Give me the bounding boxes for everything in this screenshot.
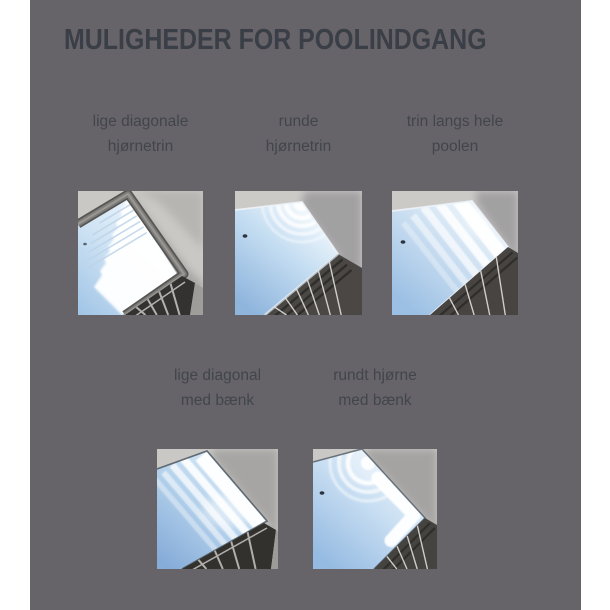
pool-graphic-straight-diagonal-with-bench	[157, 449, 278, 569]
option-label-round-corner-steps	[223, 109, 374, 159]
pool-illustration-round-corner-with-bench	[313, 449, 437, 569]
page-margin-right	[581, 0, 610, 610]
option-label-line: poolen	[431, 138, 479, 155]
option-label-steps-along-whole-pool	[380, 109, 530, 159]
option-label-straight-diagonal-corner-steps	[66, 109, 215, 159]
option-label-straight-diagonal-with-bench	[145, 363, 290, 413]
option-label-line: trin langs hele	[406, 113, 504, 130]
page-margin-left	[0, 0, 30, 610]
option-label-line: lige diagonal	[173, 367, 262, 384]
option-label-line: hjørnetrin	[107, 138, 174, 155]
pool-illustration-straight-diagonal-with-bench	[157, 449, 278, 569]
pool-illustration-straight-diagonal-corner-steps	[78, 191, 203, 315]
pool-graphic-straight-diagonal-corner-steps	[78, 191, 203, 315]
option-label-line: runde	[278, 113, 319, 130]
option-label-line: med bænk	[180, 392, 255, 409]
option-label-round-corner-with-bench	[301, 363, 449, 413]
pool-illustration-steps-along-whole-pool	[392, 191, 518, 315]
pool-graphic-round-corner-with-bench	[313, 449, 437, 569]
option-label-line: lige diagonale	[92, 113, 189, 130]
pool-graphic-round-corner-steps	[235, 191, 362, 315]
option-label-line: med bænk	[338, 392, 412, 409]
page-title: MULIGHEDER FOR POOLINDGANG	[64, 24, 487, 56]
pool-graphic-steps-along-whole-pool	[392, 191, 518, 315]
option-label-line: hjørnetrin	[265, 138, 332, 155]
option-label-line: rundt hjørne	[333, 367, 417, 384]
pool-illustration-round-corner-steps	[235, 191, 362, 315]
